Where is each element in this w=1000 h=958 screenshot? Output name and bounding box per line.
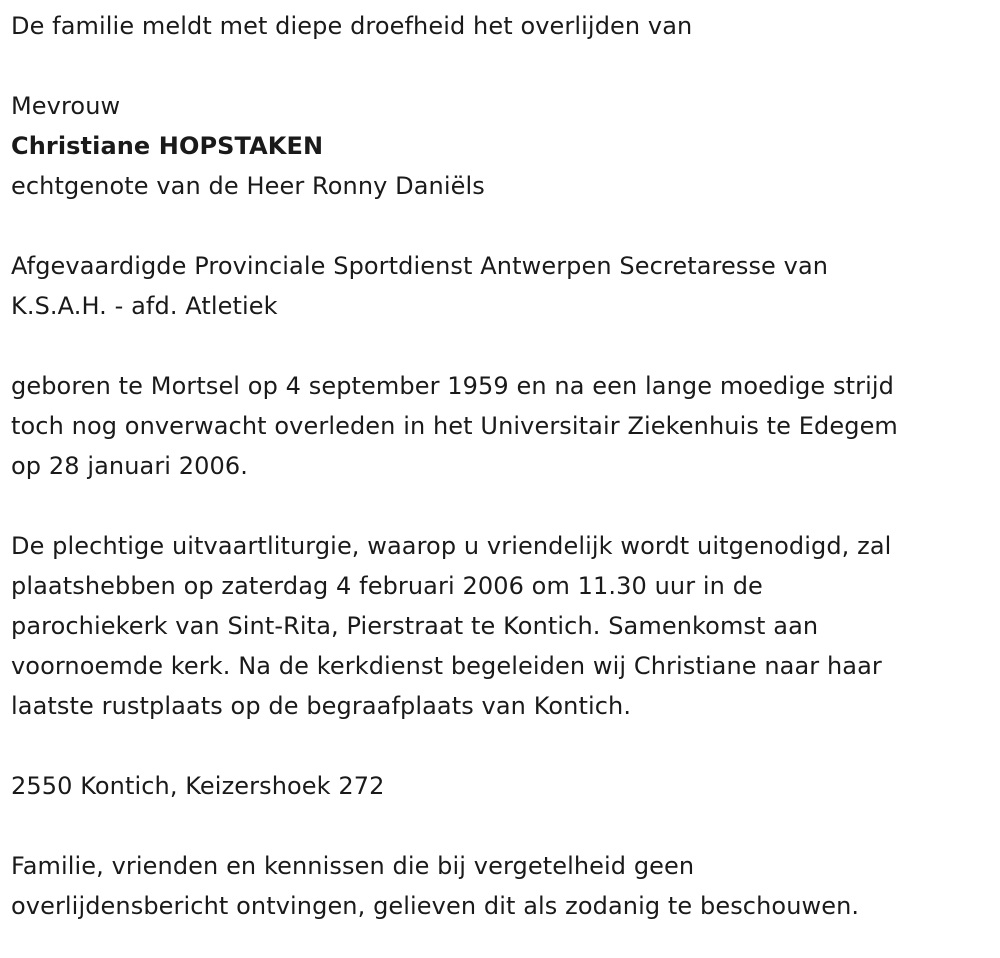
closing-line: Familie, vrienden en kennissen die bij vergetelheid geen xyxy=(11,852,695,880)
salutation: Mevrouw xyxy=(11,92,121,120)
birth-death-line: op 28 januari 2006. xyxy=(11,452,248,480)
address: 2550 Kontich, Keizershoek 272 xyxy=(11,772,385,800)
deceased-name: Christiane HOPSTAKEN xyxy=(11,132,324,160)
birth-death-line: toch nog onverwacht overleden in het Universitair Ziekenhuis te Edegem xyxy=(11,412,898,440)
funeral-line: De plechtige uitvaartliturgie, waarop u vriendelijk wordt uitgenodigd, zal xyxy=(11,532,892,560)
birth-death-paragraph xyxy=(11,366,995,486)
birth-death-line: geboren te Mortsel op 4 september 1959 en na een lange moedige strijd xyxy=(11,372,894,400)
role-paragraph xyxy=(11,246,995,326)
spouse-line: echtgenote van de Heer Ronny Daniëls xyxy=(11,172,485,200)
intro-text: De familie meldt met diepe droefheid het overlijden van xyxy=(11,12,693,40)
role-line: K.S.A.H. - afd. Atletiek xyxy=(11,292,278,320)
death-notice xyxy=(11,0,995,926)
closing-paragraph xyxy=(11,846,995,926)
funeral-line: plaatshebben op zaterdag 4 februari 2006 om 11.30 uur in de xyxy=(11,572,763,600)
closing-line: overlijdensbericht ontvingen, gelieven dit als zodanig te beschouwen. xyxy=(11,892,860,920)
role-line: Afgevaardigde Provinciale Sportdienst Antwerpen Secretaresse van xyxy=(11,252,829,280)
funeral-line: laatste rustplaats op de begraafplaats van Kontich. xyxy=(11,692,632,720)
funeral-line: voornoemde kerk. Na de kerkdienst begeleiden wij Christiane naar haar xyxy=(11,652,882,680)
funeral-line: parochiekerk van Sint-Rita, Pierstraat te Kontich. Samenkomst aan xyxy=(11,612,819,640)
funeral-paragraph xyxy=(11,526,995,726)
